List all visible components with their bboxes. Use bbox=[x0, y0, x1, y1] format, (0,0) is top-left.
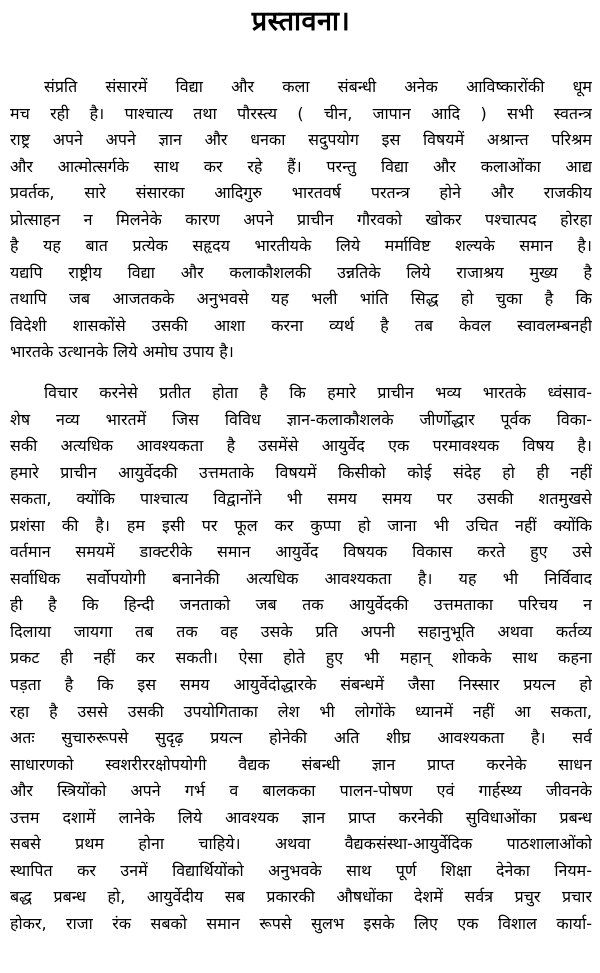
text-line: वर्तमान समयमें डाक्टरीके समान आयुर्वेद विषयक विकास करते हुए उसे bbox=[10, 542, 592, 562]
text-line: रहा है उससे उसकी उपयोगिताका लेश भी लोगोंके ध्यानमें नहीं आ सकता, bbox=[10, 701, 592, 721]
text-line: दिलाया जायगा तब तक वह उसके प्रति अपनी सहानुभूति अथवा कर्तव्य bbox=[10, 621, 592, 641]
text-line: राष्ट्र अपने अपने ज्ञान और धनका सदुपयोग इस विषयमें अश्रान्त परिश्रम bbox=[10, 130, 592, 150]
text-line: विदेशी शासकोंसे उसकी आशा करना व्यर्थ है तब केवल स्वावलम्बनही bbox=[10, 315, 592, 335]
text-line: हमारे प्राचीन आयुर्वेदकी उत्तमताके विषयमें किसीको कोई संदेह हो ही नहीं bbox=[10, 462, 592, 482]
text-line: प्रकट ही नहीं कर सकती। ऐसा होते हुए भी महान् शोकके साथ कहना bbox=[10, 648, 592, 668]
text-line: साधारणको स्वशरीररक्षोपयोगी वैद्यक संबन्धी ज्ञान प्राप्त करनेके साधन bbox=[10, 754, 592, 774]
text-line: मच रही है। पाश्चात्य तथा पौरस्त्य ( चीन, जापान आदि ) सभी स्वतन्त्र bbox=[10, 103, 592, 123]
text-line: है यह बात प्रत्येक सहृदय भारतीयके लिये मर्माविष्ट शल्यके समान है। bbox=[10, 236, 592, 256]
text-line: सकता, क्योंकि पाश्चात्य विद्वानोंने भी समय समय पर उसकी शतमुखसे bbox=[10, 489, 592, 509]
paragraph-2 bbox=[10, 380, 592, 937]
text-line: और आत्मोत्सर्गके साथ कर रहे हैं। परन्तु विद्या और कलाओंका आद्य bbox=[10, 156, 592, 176]
text-line: प्रवर्तक, सारे संसारका आदिगुरु भारतवर्ष परतन्त्र होने और राजकीय bbox=[10, 183, 592, 203]
paragraph-1 bbox=[10, 74, 592, 366]
text-line: भारतके उत्थानके लिये अमोघ उपाय है। bbox=[10, 342, 234, 362]
page-title: प्रस्तावना। bbox=[251, 6, 351, 37]
text-line: ही है कि हिन्दी जनताको जब तक आयुर्वेदकी उत्तमताका परिचय न bbox=[10, 595, 592, 615]
text-line: सबसे प्रथम होना चाहिये। अथवा वैद्यकसंस्था-आयुर्वेदिक पाठशालाओंको bbox=[10, 834, 592, 854]
text-line: सकी अत्यधिक आवश्यकता है उसमेंसे आयुर्वेद एक परमावश्यक विषय है। bbox=[10, 436, 592, 456]
text-line: विचार करनेसे प्रतीत होता है कि हमारे प्राचीन भव्य भारतके ध्वंसाव- bbox=[44, 383, 592, 403]
text-line: स्थापित कर उनमें विद्यार्थियोंको अनुभवके साथ पूर्ण शिक्षा देनेका नियम- bbox=[10, 860, 592, 880]
text-line: उत्तम दशामें लानेके लिये आवश्यक ज्ञान प्राप्त करनेकी सुविधाओंका प्रबन्ध bbox=[10, 807, 592, 827]
text-line: बद्ध प्रबन्ध हो, आयुर्वेदीय सब प्रकारकी औषधोंका देशमें सर्वत्र प्रचुर प्रचार bbox=[10, 887, 592, 907]
text-line: पड़ता है कि इस समय आयुर्वेदोद्धारके संबन्धमें जैसा निस्सार प्रयत्न हो bbox=[10, 675, 592, 695]
text-line: प्रशंसा की है। हम इसी पर फूल कर कुप्पा हो जाना भी उचित नहीं क्योंकि bbox=[10, 515, 592, 535]
text-line: सर्वाधिक सर्वोपयोगी बनानेकी अत्यधिक आवश्यकता है। यह भी निर्विवाद bbox=[10, 568, 592, 588]
text-line: और स्त्रियोंको अपने गर्भ व बालकका पालन-पोषण एवं गार्हस्थ्य जीवनके bbox=[10, 781, 592, 801]
text-line: शेष नव्य भारतमें जिस विविध ज्ञान-कलाकौशलके जीर्णोद्धार पूर्वक विका- bbox=[10, 409, 592, 429]
paragraph-gap bbox=[10, 366, 592, 380]
text-line: अतः सुचारुरूपसे सुदृढ़ प्रयत्न होनेकी अति शीघ्र आवश्यकता है। सर्व bbox=[10, 728, 592, 748]
text-line: प्रोत्साहन न मिलनेके कारण अपने प्राचीन गौरवको खोकर पश्चात्पद होरहा bbox=[10, 209, 592, 229]
text-line: संप्रति संसारमें विद्या और कला संबन्धी अनेक आविष्कारोंकी धूम bbox=[44, 77, 592, 96]
text-line: तथापि जब आजतकके अनुभवसे यह भली भांति सिद्ध हो चुका है कि bbox=[10, 289, 592, 309]
text-line: होकर, राजा रंक सबको समान रूपसे सुलभ इसके लिए एक विशाल कार्या- bbox=[10, 913, 592, 933]
text-line: यद्यपि राष्ट्रीय विद्या और कलाकौशलकी उन्नतिके लिये राजाश्रय मुख्य है bbox=[10, 262, 592, 282]
